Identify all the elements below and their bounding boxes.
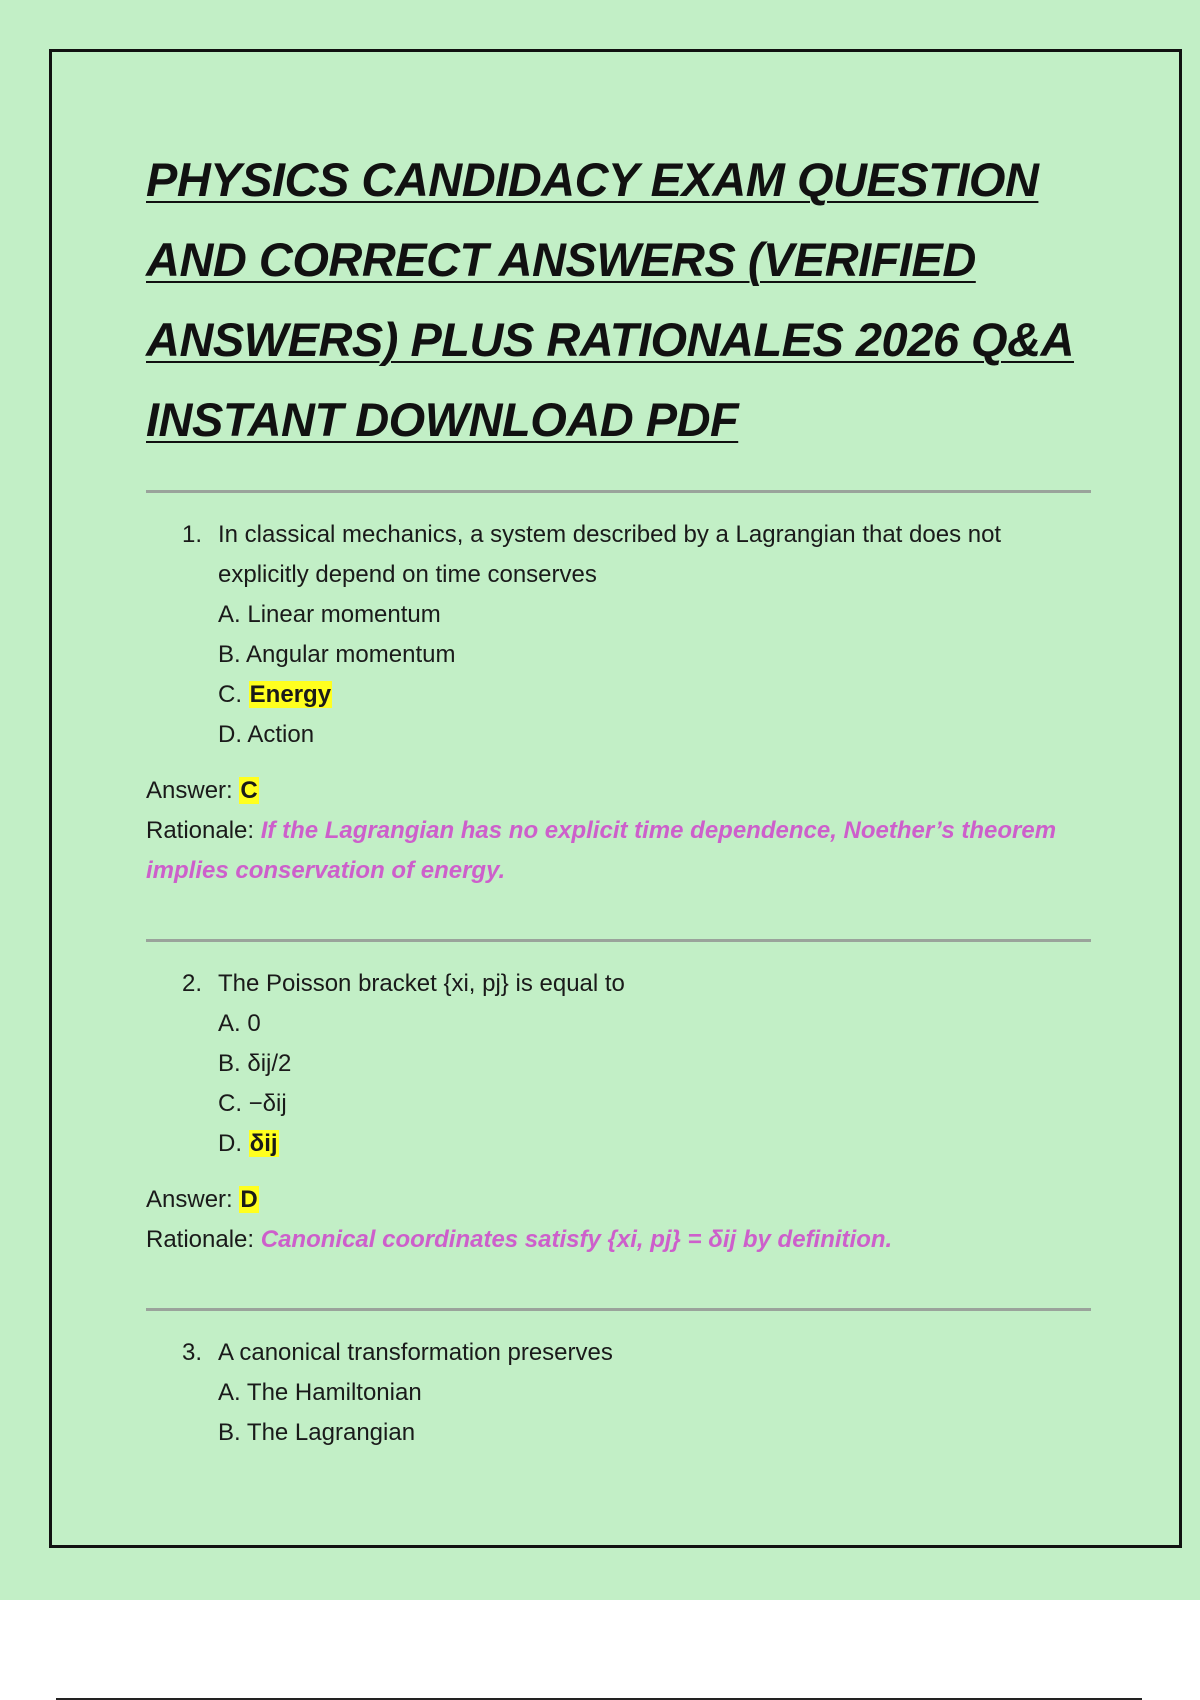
option-d: D. Action [218,721,315,748]
answer-line [146,771,1091,811]
question-text: The Poisson bracket {xi, pj} is equal to [218,970,625,997]
answer-value: C [240,777,258,804]
option-c: C. −δij [218,1090,287,1117]
rationale [146,1220,1091,1260]
answer-label: Answer: [146,1186,240,1213]
answer-label: Answer: [146,777,240,804]
question-number: 2. [182,970,203,997]
highlighted-option: Energy [249,681,332,708]
title-line: AND CORRECT ANSWERS (VERIFIED [146,233,976,286]
option-b: B. δij/2 [218,1050,292,1077]
title-line: INSTANT DOWNLOAD PDF [146,393,739,446]
question-number: 1. [182,521,203,548]
question-block [146,1333,1091,1453]
answer-value: D [240,1186,258,1213]
rationale-text: Canonical coordinates satisfy {xi, pj} = δij by definition. [260,1226,893,1253]
title-line: PHYSICS CANDIDACY EXAM QUESTION [146,153,1039,206]
question-text: A canonical transformation preserves [218,1339,613,1366]
option-a: A. Linear momentum [218,601,441,628]
option-b: B. The Lagrangian [218,1419,416,1446]
option-c [218,675,1091,715]
option-a: A. The Hamiltonian [218,1379,422,1406]
option-letter: C. [218,681,249,708]
question-number: 3. [182,1339,203,1366]
section-separator [146,939,1091,942]
question-block [146,515,1091,891]
option-letter: D. [218,1130,249,1157]
option-a: A. 0 [218,1010,261,1037]
question-block [146,964,1091,1260]
question-stem [182,515,1091,595]
question-text: In classical mechanics, a system described by a Lagrangian that does not explicitly depend on time conserves [218,521,1002,588]
rationale-label: Rationale: [146,817,261,844]
document-title [146,140,1091,460]
section-separator [146,490,1091,493]
answer-line [146,1180,1091,1220]
option-b: B. Angular momentum [218,641,456,668]
title-line: ANSWERS) PLUS RATIONALES 2026 Q&A [146,313,1074,366]
option-d [218,1124,1091,1164]
rationale-label: Rationale: [146,1226,261,1253]
question-stem [182,964,1091,1004]
question-stem [182,1333,1091,1373]
rationale [146,811,1091,891]
document-content [146,140,1091,1453]
section-separator [146,1308,1091,1311]
rationale-text: If the Lagrangian has no explicit time dependence, Noether’s theorem implies conservation of energy. [146,817,1057,884]
highlighted-option: δij [249,1130,278,1157]
